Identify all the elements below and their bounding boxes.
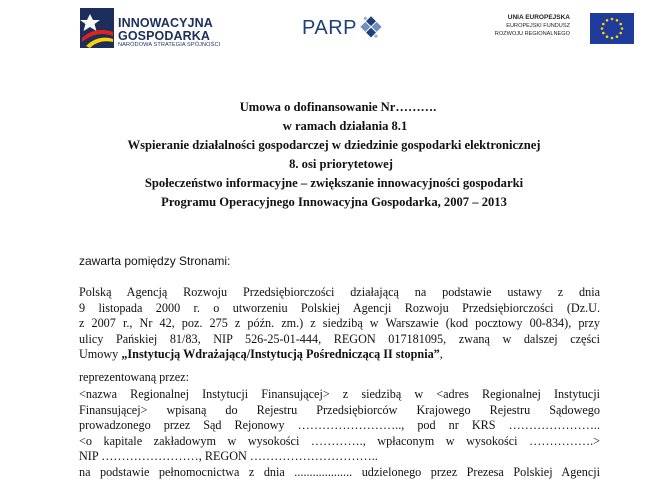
title-line-5: Społeczeństwo informacyjne – zwiększanie innowacyjności gospodarki <box>0 174 668 193</box>
paragraph-line: na podstawie pełnomocnictwa z dnia ................... udzielonego przez Prezesa Polskiej Agencji <box>79 465 600 480</box>
represented-by-label: reprezentowaną przez: <box>79 370 189 385</box>
paragraph-line <box>79 347 600 363</box>
title-line-2: w ramach działania 8.1 <box>0 117 668 136</box>
title-line-3: Wspieranie działalności gospodarczej w dziedzinie gospodarki elektronicznej <box>0 136 668 155</box>
paragraph-parp <box>79 285 600 363</box>
paragraph-regional-institution <box>79 387 600 480</box>
paragraph-line: ulicy Pańskiej 81/83, NIP 526-25-01-444, REGON 017181095, zwaną w dalszej części <box>79 332 600 348</box>
document-title <box>0 98 668 212</box>
title-line-4: 8. osi priorytetowej <box>0 155 668 174</box>
parp-wordmark: PARP <box>302 17 357 40</box>
eu-text <box>495 13 570 38</box>
paragraph-line: z 2007 r., Nr 42, poz. 275 z późn. zm.) z siedzibą w Warszawie (kod pocztowy 00-834), przy <box>79 316 600 332</box>
innowacyjna-gospodarka-logo <box>80 8 230 50</box>
paragraph-line: NIP ……………………, REGON ………………………….. <box>79 449 600 465</box>
eu-line-3: ROZWOJU REGIONALNEGO <box>495 30 570 38</box>
logo-tagline: NARODOWA STRATEGIA SPÓJNOŚCI <box>118 42 220 48</box>
parp-mark-icon <box>356 14 386 44</box>
between-parties-label: zawarta pomiędzy Stronami: <box>79 254 230 268</box>
institution-name-bold: „Instytucją Wdrażającą/Instytucją Pośredniczącą II stopnia” <box>121 347 439 361</box>
paragraph-line-suffix: , <box>440 347 443 361</box>
paragraph-line: <nazwa Regionalnej Instytucji Finansującej> z siedzibą w <adres Regionalnej Instytucji <box>79 387 600 403</box>
paragraph-line: <o kapitale zakładowym w wysokości …………., wpłaconym w wysokości …………….> <box>79 434 600 450</box>
title-line-6: Programu Operacyjnego Innowacyjna Gospodarka, 2007 – 2013 <box>0 193 668 212</box>
innowacyjna-gospodarka-emblem-icon <box>80 8 114 48</box>
eu-line-2: EUROPEJSKI FUNDUSZ <box>495 22 570 30</box>
paragraph-line: Polską Agencją Rozwoju Przedsiębiorczości działającą na podstawie ustawy z dnia <box>79 285 600 301</box>
logo-line-1: INNOWACYJNA <box>118 16 213 30</box>
paragraph-line: prowadzonego przez Sąd Rejonowy …………………….., pod nr KRS ………………….. <box>79 418 600 434</box>
eu-flag-icon <box>590 13 634 44</box>
title-line-1: Umowa o dofinansowanie Nr………. <box>0 98 668 117</box>
paragraph-line-prefix: Umowy <box>79 347 118 361</box>
eu-logo <box>474 13 634 45</box>
eu-line-1: UNIA EUROPEJSKA <box>495 13 570 22</box>
paragraph-line: Finansującej> wpisaną do Rejestru Przedsiębiorców Krajowego Rejestru Sądowego <box>79 403 600 419</box>
logo-line-2: GOSPODARKA <box>118 29 210 43</box>
paragraph-line: 9 listopada 2000 r. o utworzeniu Polskiej Agencji Rozwoju Przedsiębiorczości (Dz.U. <box>79 301 600 317</box>
